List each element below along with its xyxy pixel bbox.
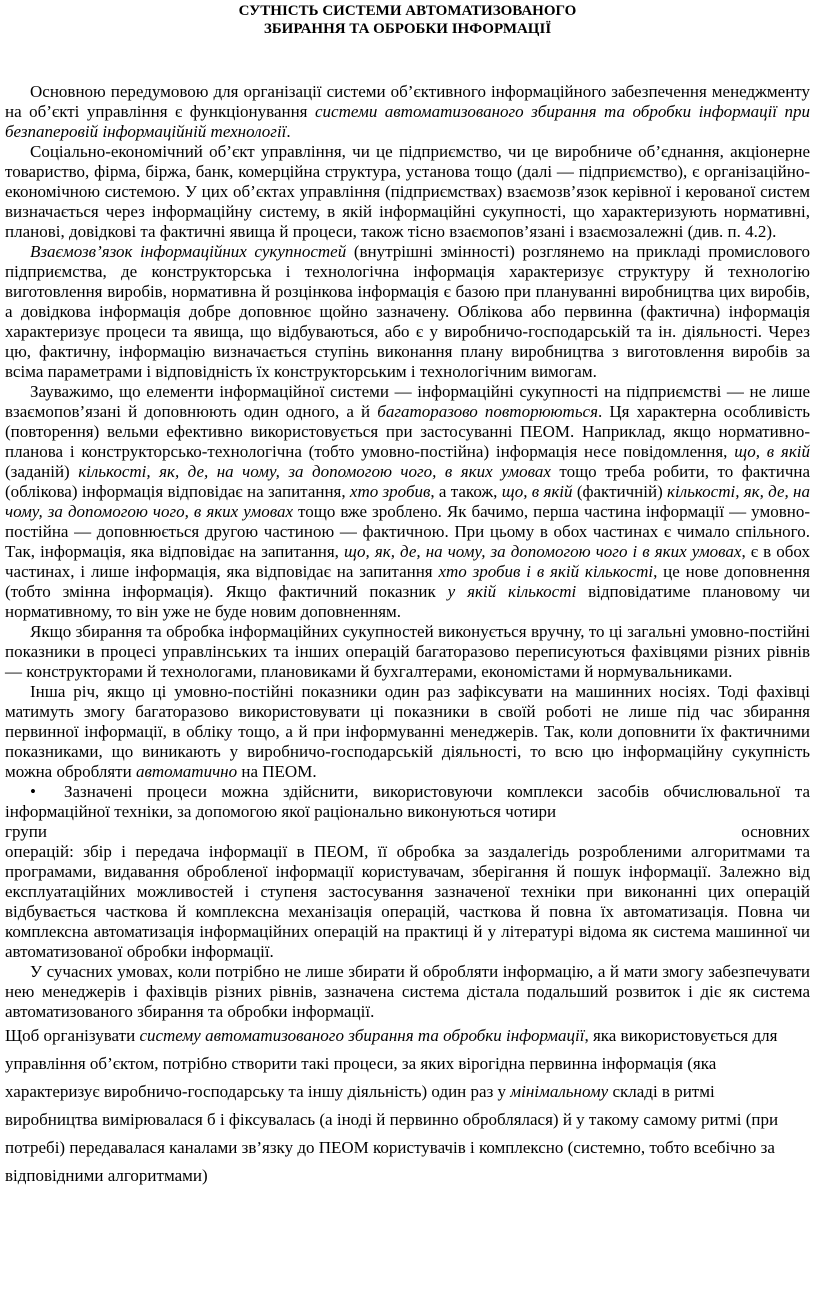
bullet-line-right: основних bbox=[741, 822, 810, 841]
bullet-paragraph-rest: операцій: збір і передача інформації в ПЕОМ, її обробка за заздалегідь розробленими алгоритмами та програмами, видавання обробленої інформації користувачам, зберігання й пошук інформації. Залежно від експлуатаційних можливостей і ступеня застосування зазначеної техніки при виконанні цих операцій відбувається часткова й комплексна механізація операцій, часткова й повна їх автоматизація. Повна чи комплексна автоматизація інформаційних операцій на практиці й у літературі відома як система машинної чи автоматизованої обробки інформації. bbox=[5, 842, 810, 961]
paragraph-2 bbox=[5, 142, 810, 242]
paragraph-3 bbox=[5, 242, 810, 382]
text-run: , є в обох частинах, і лише інформація, яка відповідає на запитання bbox=[5, 542, 810, 581]
paragraph-8 bbox=[5, 962, 810, 1022]
bullet-paragraph bbox=[5, 782, 810, 962]
paragraph-5 bbox=[5, 622, 810, 682]
bullet-icon: • bbox=[30, 782, 36, 801]
text-run: Інша річ, якщо ці умовно-постійні показники один раз зафіксувати на машинних носіях. Тоді фахівці матимуть змогу багаторазово використовувати ці показники в своїй роботі не лише під час збирання первинної інформації, в обліку тощо, а й при інформуванні менеджерів. Так, коли доповнити їх фактичними показниками, що виникають у виробничо-господарській діяльності, то всю цю інформаційну сукупність можна обробляти bbox=[5, 682, 810, 781]
paragraph-1 bbox=[5, 82, 810, 142]
italic-text-run: хто зробив bbox=[349, 482, 431, 501]
italic-text-run: системи автоматизованого збирання та обробки інформації при безпаперовій інформаційній технології bbox=[5, 102, 810, 141]
text-run: на ПЕОМ. bbox=[237, 762, 317, 781]
italic-text-run: мінімальному bbox=[510, 1082, 609, 1101]
text-run: (фактичній) bbox=[572, 482, 668, 501]
page-title bbox=[5, 2, 810, 38]
italic-text-run: що, як, де, на чому, за допомогою чого і в яких умовах bbox=[344, 542, 742, 561]
text-run: складі в ритмі виробництва вимірювалася б і фіксувалась (а іноді й первинно оброблялася) й у такому самому ритмі (при потребі) передавалася каналами зв’язку до ПЕОМ користувачів і комплексно (системно, тобто всебічно за відповідними алгоритмами) bbox=[5, 1082, 779, 1185]
paragraph-4 bbox=[5, 382, 810, 622]
text-run: , а також, bbox=[430, 482, 502, 501]
text-run: У сучасних умовах, коли потрібно не лише збирати й обробляти інформацію, а й мати змогу забезпечувати нею менеджерів і фахівців різних рівнів, зазначена система дістала подальший розвиток і діє як система автоматизованого збирання та обробки інформації. bbox=[5, 962, 810, 1021]
text-run: тощо треба робити, то фактична (облікова) інформація відповідає на запитання, bbox=[5, 462, 811, 501]
bullet-paragraph-lead bbox=[5, 782, 810, 822]
bullet-line-left: групи bbox=[5, 822, 47, 841]
text-run: . bbox=[286, 122, 291, 141]
title-line-1: СУТНІСТЬ СИСТЕМИ АВТОМАТИЗОВАНОГО bbox=[238, 3, 577, 19]
bullet-justified-line bbox=[5, 822, 810, 842]
paragraph-9 bbox=[5, 1022, 810, 1190]
italic-text-run: систему автоматизованого збирання та обробки інформації bbox=[139, 1026, 585, 1045]
text-run: (внутрішні змінності) розглянемо на прикладі промислового підприємства, де конструкторська і технологічна інформація характеризує структуру й технологію виготовлення виробів, нормативна й розцінкова інформація є базою при плануванні виробництва цих виробів, а довідкова інформація добре доповнює щойно зазначену. Облікова або первинна (фактична) інформація характеризує процеси та явища, що відбуваються, або є у виробничо-господарській та ін. діяльності. Через цю, фактичну, інформацію визначається ступінь виконання плану виробництва з виготовлення виробів за всіма параметрами і відповідність їх конструкторським і технологічним вимогам. bbox=[5, 242, 810, 381]
text-run: Соціально-економічний об’єкт управління, чи це підприємство, чи це виробниче об’єднання, акціонерне товариство, фірма, біржа, банк, комерційна структура, установа тощо (далі — підприємство), є організаційно-економічною системою. У цих об’єктах управління (підприємствах) взаємозв’язок керівної і керованої систем визначається через інформаційну систему, в якій інформаційні сукупності, що характеризують нормативні, планові, довідкові та фактичні явища й процеси, також тісно взаємопов’язані і взаємозалежні (див. п. 4.2). bbox=[5, 142, 810, 241]
italic-text-run: що, в якій bbox=[734, 442, 811, 461]
text-run: Якщо збирання та обробка інформаційних сукупностей виконується вручну, то ці загальні умовно-постійні показники в процесі управлінських та інших операцій багаторазово переписуються фахівцями різних рівнів — конструкторами й технологами, плановиками й бухгалтерами, економістами й нормувальниками. bbox=[5, 622, 810, 681]
italic-text-run: хто зробив і в якій кількості bbox=[438, 562, 654, 581]
text-run: Зауважимо, що елементи інформаційної системи — інформаційні сукупності на підприємстві — не лише взаємопов’язані й доповнюють один одного, а й bbox=[5, 382, 810, 421]
italic-text-run: що, в якій bbox=[501, 482, 573, 501]
text-run: , яка використовується для управління об’єктом, потрібно створити такі процеси, за яких вірогідна первинна інформація (яка характеризує виробничо-господарську та іншу діяльність) один раз у bbox=[5, 1026, 778, 1101]
text-run: відповідатиме плановому чи нормативному, то він уже не буде новим доповненням. bbox=[5, 582, 810, 621]
text-run: . Ця характерна особливість (повторення) вельми ефективно використовується при застосуванні ПЕОМ. Наприклад, якщо нормативно-планова і конструкторсько-технологічна (тобто умовно-постійна) інформація несе повідомлення, bbox=[5, 402, 810, 461]
text-run: тощо вже зроблено. Як бачимо, перша частина інформації — умовно-постійна — доповнюється другою частиною — фактичною. При цьому в обох частинах є чимало спільного. Так, інформація, яка відповідає на запитання, bbox=[5, 502, 810, 561]
italic-text-run: Взаємозв’язок інформаційних сукупностей bbox=[30, 242, 347, 261]
italic-text-run: у якій кількості bbox=[447, 582, 577, 601]
italic-text-run: кількості, як, де, на чому, за допомогою чого, в яких умовах bbox=[78, 462, 551, 481]
text-run: Щоб організувати bbox=[5, 1026, 140, 1045]
paragraph-6 bbox=[5, 682, 810, 782]
text-run: Основною передумовою для організації системи об’єктивного інформаційного забезпечення менеджменту на об’єкті управління є функціонування bbox=[5, 82, 810, 121]
italic-text-run: автоматично bbox=[135, 762, 238, 781]
italic-text-run: кількості, як, де, на чому, за допомогою чого, в яких умовах bbox=[5, 482, 810, 521]
text-run: , це нове доповнення (тобто змінна інформація). Якщо фактичний показник bbox=[5, 562, 810, 601]
bullet-lead-text: Зазначені процеси можна здійснити, використовуючи комплекси засобів обчислювальної та інформаційної техніки, за допомогою якої раціонально виконуються чотири bbox=[5, 782, 810, 821]
italic-text-run: багаторазово повторюються bbox=[377, 402, 598, 421]
title-line-2: ЗБИРАННЯ ТА ОБРОБКИ ІНФОРМАЦІЇ bbox=[263, 21, 552, 37]
text-run: (заданій) bbox=[5, 462, 79, 481]
